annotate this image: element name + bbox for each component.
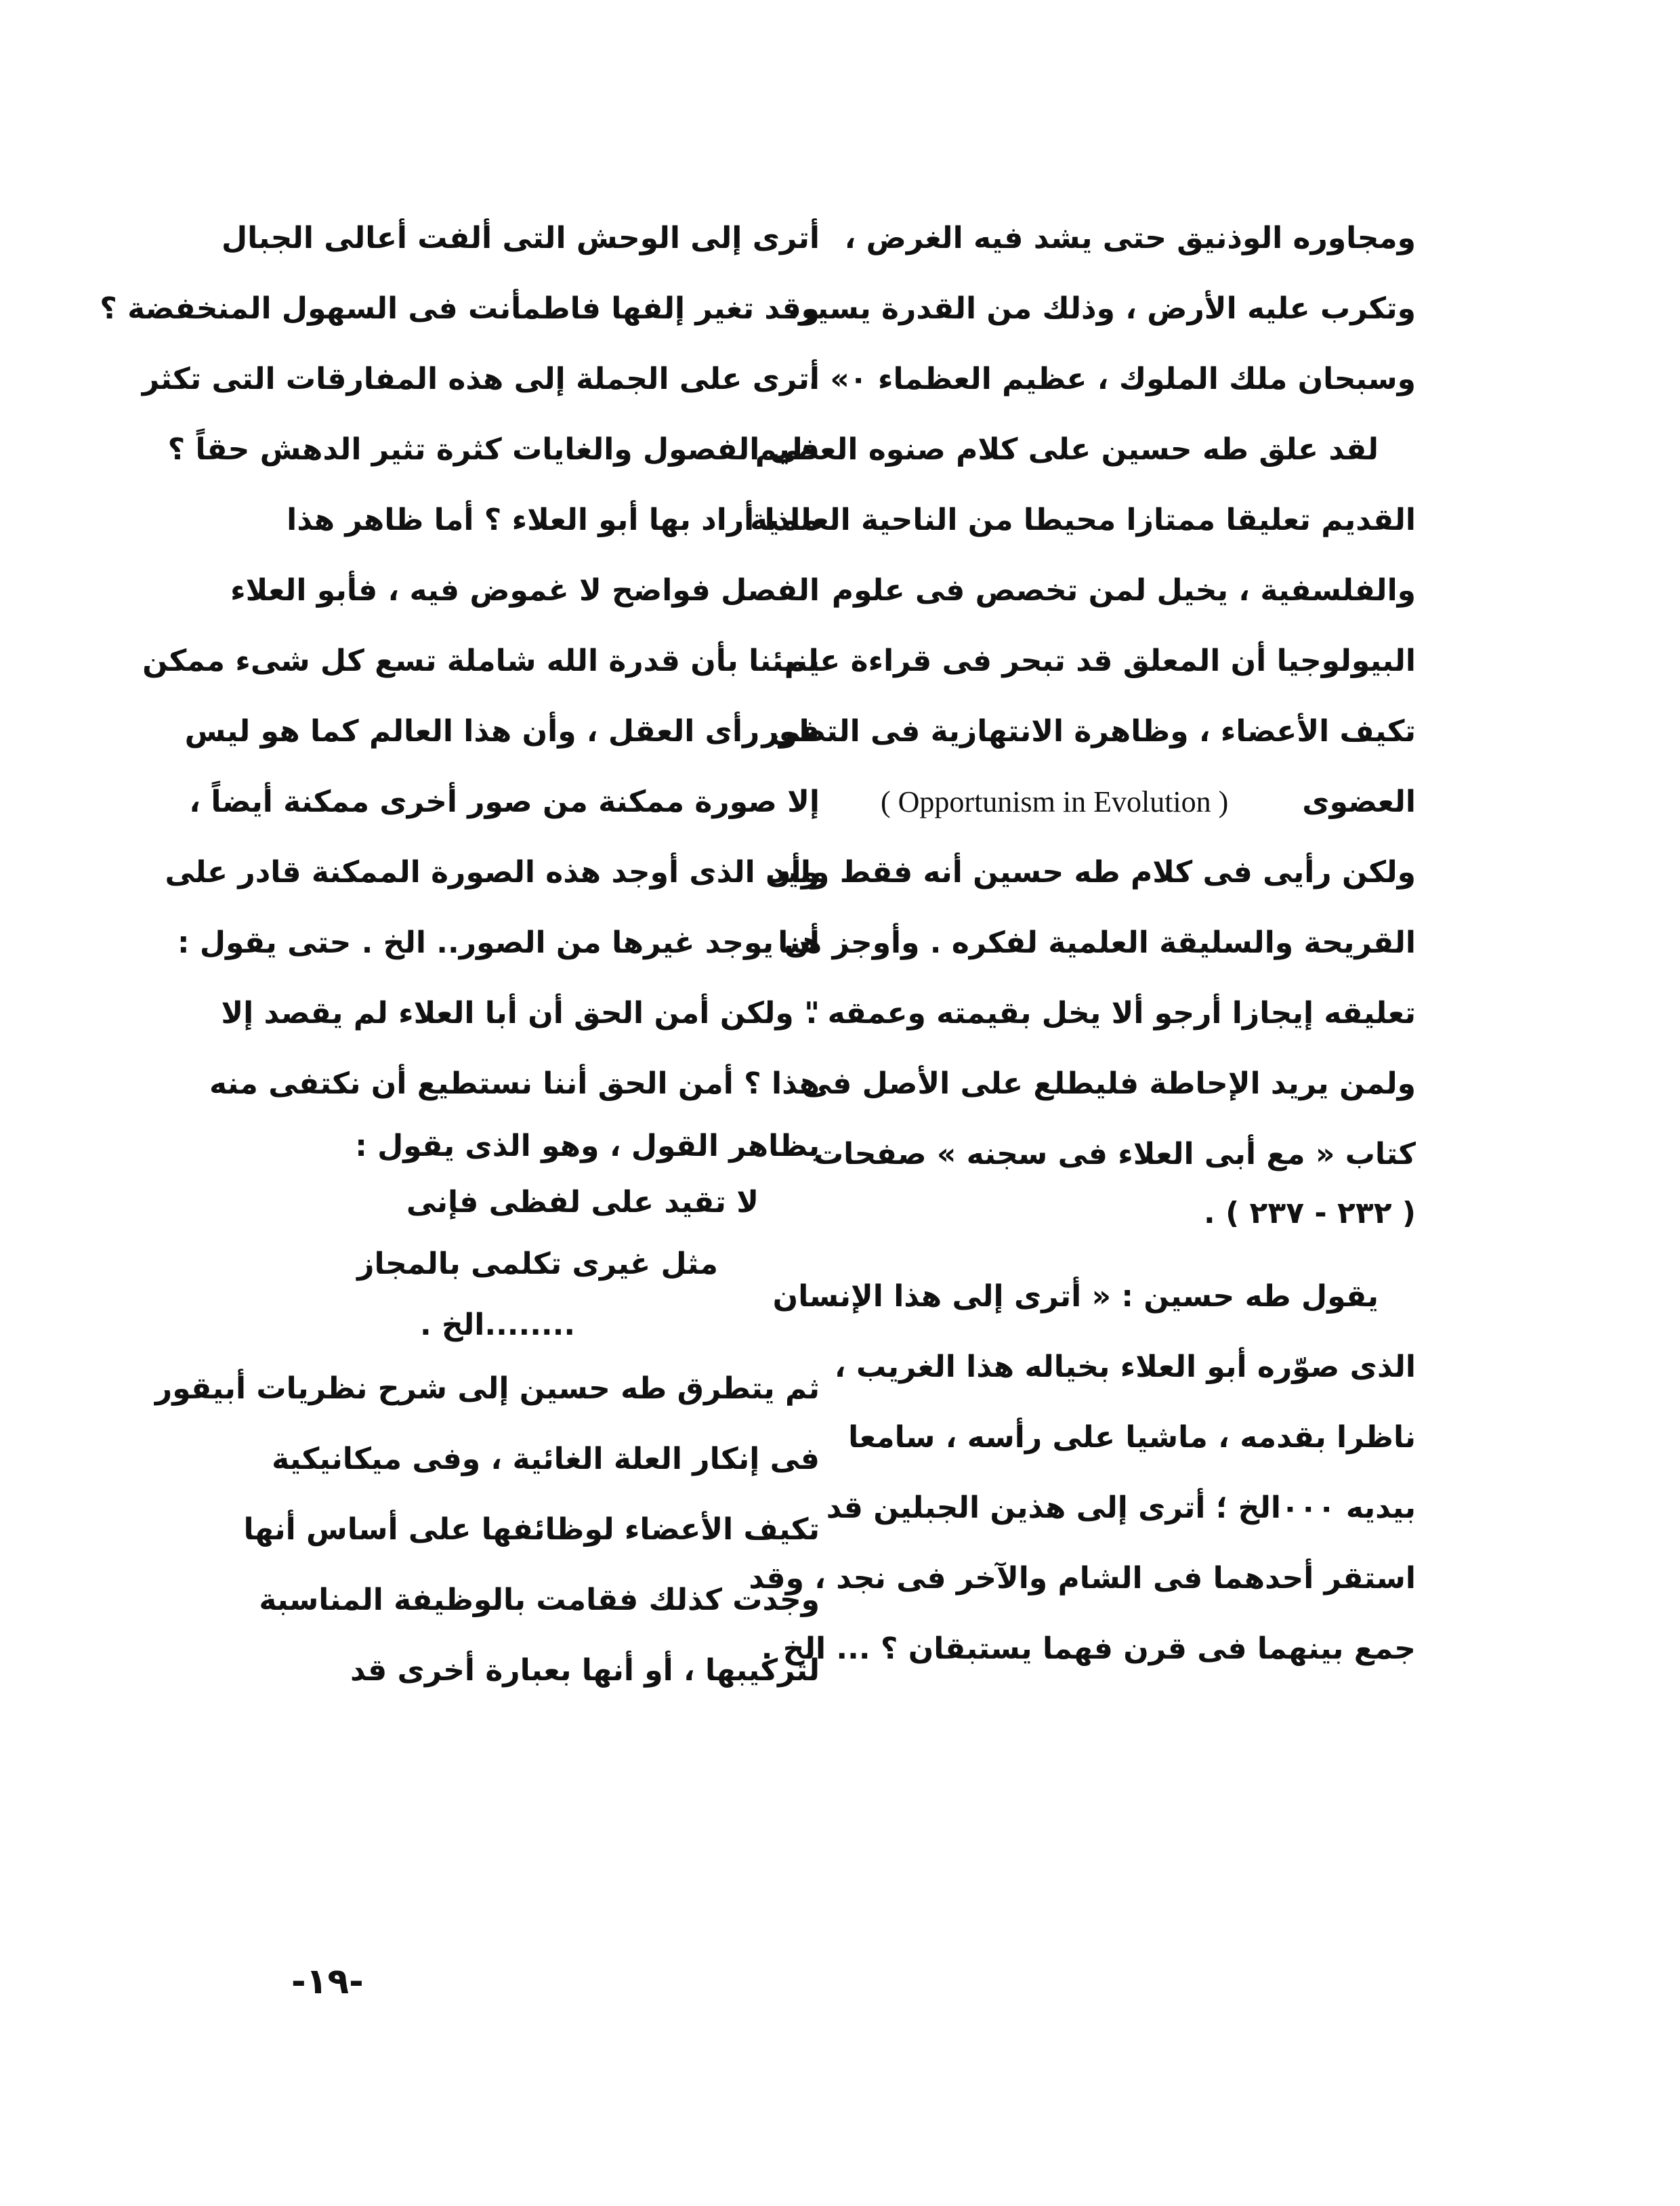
text-line: بيديه ٠٠٠الخ ؛ أترى إلى هذين الجبلين قد [826, 1491, 1416, 1525]
text-line: وسبحان ملك الملوك ، عظيم العظماء ٠» . [808, 362, 1416, 396]
text-line: كتاب « مع أبى العلاء فى سجنه » صفحات [813, 1137, 1416, 1171]
text-line: فى إنكار العلة الغائية ، وفى ميكانيكية [272, 1442, 820, 1476]
text-line: تعليقه إيجازا أرجو ألا يخل بقيمته وعمقه . [805, 996, 1416, 1031]
text-line: أترى على الجملة إلى هذه المفارقات التى تكثر [142, 362, 820, 396]
verse-line-2: مثل غيرى تكلمى بالمجاز [357, 1247, 718, 1281]
text-line: ماذا أراد بها أبو العلاء ؟ أما ظاهر هذا [287, 503, 820, 537]
text-line: جمع بينهما فى قرن فهما يستبقان ؟ ... الخ . [761, 1631, 1416, 1666]
text-line: استقر أحدهما فى الشام والآخر فى نجد ، وقد [749, 1561, 1416, 1596]
text-line: القديم تعليقا ممتازا محيطا من الناحية العلمية [750, 503, 1416, 537]
left-column [100, 203, 820, 1706]
opportunism-term: ( Opportunism in Evolution ) [881, 785, 1229, 818]
text-line: فى رأى العقل ، وأن هذا العالم كما هو ليس [184, 714, 820, 749]
text-line: أترى إلى الوحش التى ألفت أعالى الجبال [221, 221, 820, 255]
text-line: يقول طه حسين : « أترى إلى هذا الإنسان [772, 1279, 1379, 1314]
text-line: أن يوجد غيرها من الصور.. الخ . حتى يقول : [177, 925, 820, 960]
text-line: إلا صورة ممكنة من صور أخرى ممكنة أيضاً ، [189, 785, 820, 819]
text-line: وقد تغير إلفها فاطمأنت فى السهول المنخفضة ؟ [100, 291, 820, 326]
page-range-line: ( ٢٣٢ - ٢٣٧ ) . [1204, 1196, 1416, 1230]
right-column [749, 203, 1416, 1684]
etc-line [268, 1297, 820, 1354]
text-line: بظاهر القول ، وهو الذى يقول : [355, 1129, 820, 1163]
text-line: تكيف الأعضاء لوظائفها على أساس أنها [243, 1512, 820, 1547]
text-line: ثم يتطرق طه حسين إلى شرح نظريات أبيقور [154, 1371, 820, 1406]
etc-text: ........الخ . [420, 1308, 576, 1342]
text-line: وأن الذى أوجد هذه الصورة الممكنة قادر على [165, 855, 820, 890]
page-number: -١٩- [291, 1961, 364, 2002]
text-line: فى الفصول والغايات كثرة تثير الدهش حقاً ؟ [167, 432, 820, 467]
text-line: لتركيبها ، أو أنها بعبارة أخرى قد [350, 1653, 820, 1688]
verse-line-1: لا تقيد على لفظى فإنى [406, 1185, 759, 1220]
text-line: ولمن يريد الإحاطة فليطلع على الأصل فى [801, 1066, 1416, 1101]
text-line: ينبئنا بأن قدرة الله شاملة تسع كل شىء ممكن [142, 644, 820, 678]
text-line: وجدت كذلك فقامت بالوظيفة المناسبة [259, 1583, 820, 1617]
organic-label: العضوى [1302, 785, 1416, 819]
text-line: هذا ؟ أمن الحق أننا نستطيع أن نكتفى منه [209, 1066, 820, 1101]
text-line: والفلسفية ، يخيل لمن تخصص فى علوم [831, 573, 1416, 608]
text-line: البيولوجيا أن المعلق قد تبحر فى قراءة علم [784, 644, 1416, 678]
text-line: " ولكن أمن الحق أن أبا العلاء لم يقصد إلا [221, 996, 820, 1031]
text-line: الفصل فواضح لا غموض فيه ، فأبو العلاء [230, 573, 820, 608]
text-line: وتكرب عليه الأرض ، وذلك من القدرة يسير، [787, 291, 1416, 326]
text-line: الذى صوّره أبو العلاء بخياله هذا الغريب ، [834, 1350, 1416, 1384]
text-line: ولكن رأيى فى كلام طه حسين أنه فقط وليد [770, 855, 1416, 890]
paragraph-gap [881, 1237, 1416, 1262]
organic-evolution-line [881, 767, 1416, 837]
text-line: لقد علق طه حسين على كلام صنوه العظيم [755, 432, 1379, 467]
text-line: ومجاوره الوذنيق حتى يشد فيه الغرض ، [844, 221, 1416, 255]
text-line: ناظرا بقدمه ، ماشيا على رأسه ، سامعا [848, 1420, 1416, 1455]
text-line: تكيف الأعضاء ، وظاهرة الانتهازية فى التطور [761, 714, 1416, 749]
text-line: القريحة والسليقة العلمية لفكره . وأوجز هنا [778, 925, 1416, 960]
